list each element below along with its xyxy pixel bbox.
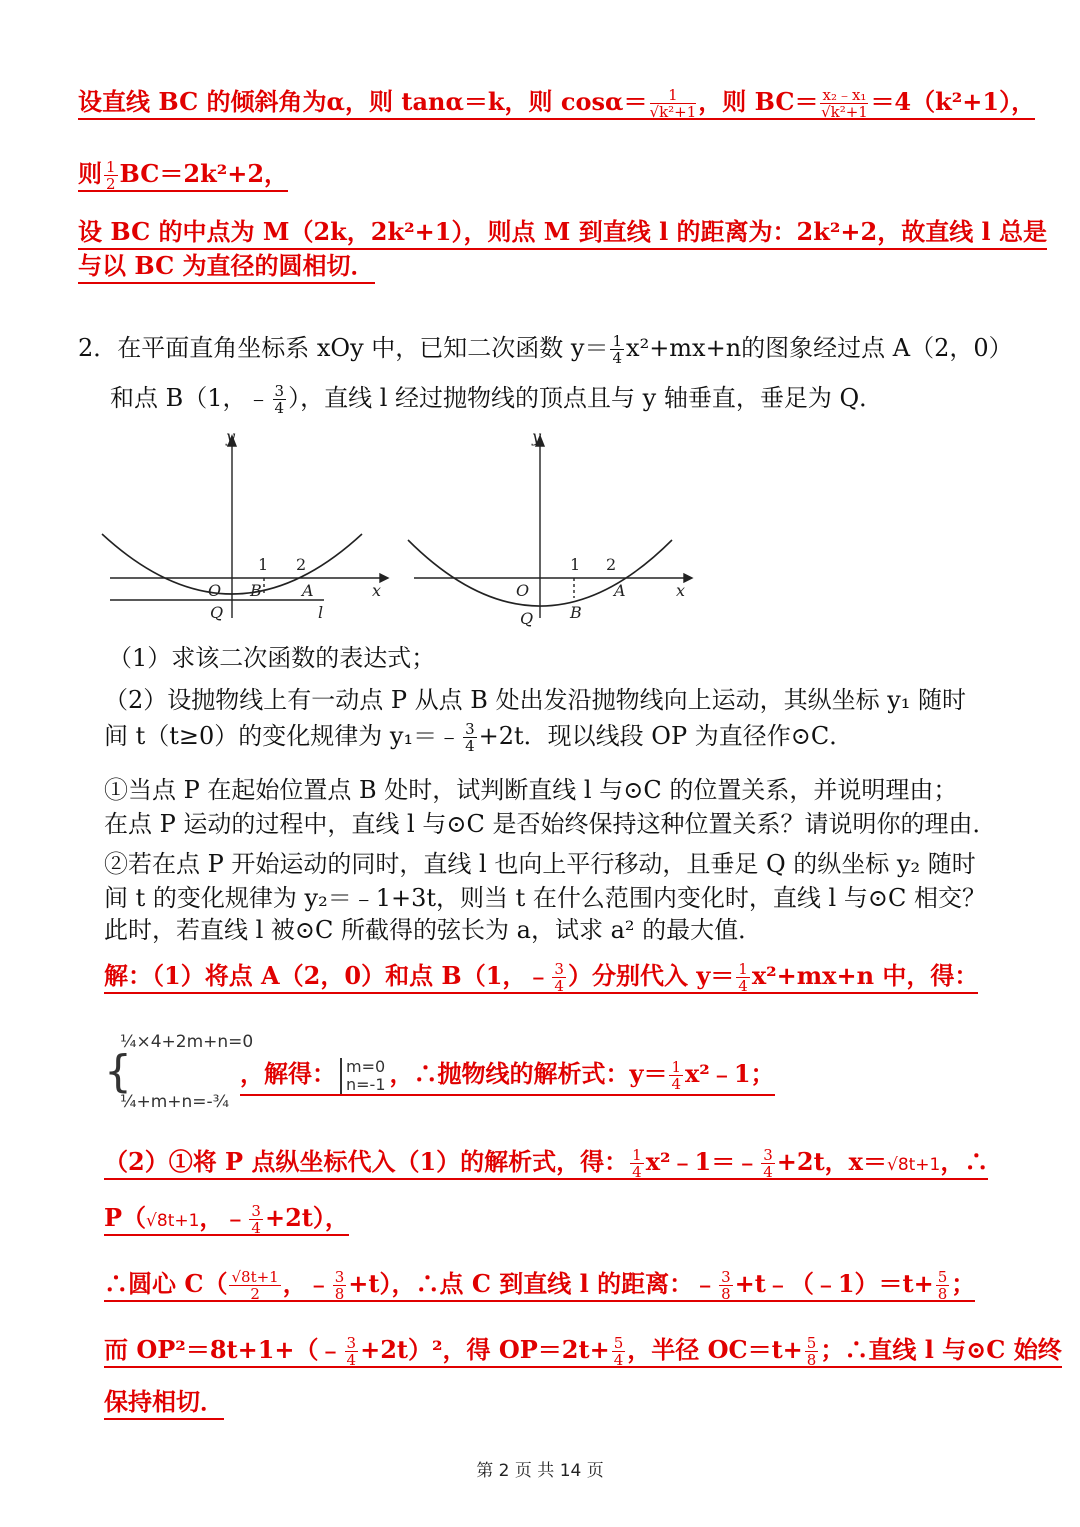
fraction (820, 87, 868, 120)
problem2-line2 (110, 382, 883, 416)
text: x²+mx+n的图象经过点 A（2，0） (626, 334, 1013, 362)
fraction (345, 1335, 359, 1368)
problem2-q1 (108, 642, 435, 674)
text: 设 BC 的中点为 M（2k，2k²+1），则点 M 到直线 l 的距离为：2k²+2，故直线 l 总是 (78, 217, 1047, 250)
text: ，﹣ (282, 1269, 331, 1298)
text: ，解得： (240, 1059, 336, 1088)
text: ）分别代入 y＝ (567, 961, 735, 990)
fraction (936, 1269, 950, 1302)
problem2-q2-line2 (104, 720, 853, 754)
fraction (610, 333, 624, 366)
numerator: 3 (251, 1202, 261, 1220)
fraction (104, 159, 118, 192)
fraction (669, 1059, 683, 1092)
x-axis-arrow-icon (684, 574, 692, 582)
tick-1: 1 (570, 555, 581, 574)
text: ），直线 l 经过抛物线的顶点且与 y 轴垂直，垂足为 Q． (288, 384, 884, 412)
fraction (552, 961, 566, 994)
text: （1）求该二次函数的表达式； (108, 644, 436, 672)
label-A: A (302, 581, 314, 600)
numerator: 1 (738, 960, 748, 978)
label-A: A (614, 581, 626, 600)
sqrt-expression: √8t+1 (146, 1211, 200, 1231)
brace-icon: { (104, 1046, 132, 1097)
text: ，∴抛物线的解析式：y＝ (389, 1059, 668, 1088)
numerator: 3 (763, 1146, 773, 1164)
problem2-q2b-line3 (104, 914, 762, 946)
system2-eq1: m=0 (346, 1056, 386, 1076)
text: 和点 B（1，﹣ (110, 384, 271, 412)
tick-2: 2 (296, 555, 307, 574)
text: ；∴直线 l 与⊙C 始终 (820, 1335, 1062, 1364)
text: （2）①将 P 点纵坐标代入（1）的解析式，得： (104, 1147, 629, 1176)
numerator: 3 (334, 1268, 345, 1286)
tick-1: 1 (258, 555, 269, 574)
fraction (761, 1147, 775, 1180)
text: x²﹣1＝﹣ (645, 1147, 760, 1176)
fraction (229, 1269, 280, 1302)
system2-eq2: n=-1 (346, 1074, 386, 1094)
label-x: x (676, 581, 686, 600)
numerator: 3 (274, 382, 285, 400)
problem2-q2a-line1 (104, 774, 957, 806)
problem2-q2-line1 (104, 684, 966, 716)
denominator: 8 (334, 1285, 345, 1303)
text: （2）设抛物线上有一动点 P 从点 B 处出发沿抛物线向上运动，其纵坐标 y₁ 随时 (104, 686, 967, 714)
numerator: 3 (346, 1334, 357, 1352)
numerator: 3 (721, 1268, 731, 1286)
numerator: 1 (106, 158, 116, 176)
sol2-system-line (104, 1020, 824, 1124)
fraction (630, 1147, 644, 1180)
denominator: 4 (554, 977, 564, 995)
problem2-q2b-line2 (104, 882, 986, 914)
denominator: 4 (671, 1075, 681, 1093)
sol1-line1 (78, 86, 1035, 120)
fraction (612, 1335, 626, 1368)
text: ，半径 OC＝t+ (627, 1335, 803, 1364)
problem2-line1 (78, 332, 1013, 366)
parabola-graph-right (400, 428, 700, 628)
denominator: 8 (721, 1285, 731, 1303)
text: 间 t（t≥0）的变化规律为 y₁＝﹣ (104, 722, 462, 750)
text: 间 t 的变化规律为 y₂＝﹣1+3t，则当 t 在什么范围内变化时，直线 l 与⊙C 相交？ (104, 884, 986, 912)
label-O: O (516, 581, 530, 600)
text: 与以 BC 为直径的圆相切． (78, 251, 375, 284)
numerator: 1 (650, 87, 697, 104)
fraction (249, 1203, 263, 1236)
denominator: 4 (465, 737, 475, 755)
text: 保持相切． (104, 1387, 224, 1420)
fraction (719, 1269, 733, 1302)
denominator: 2 (106, 175, 116, 193)
denominator: 4 (612, 349, 623, 367)
text: +2t）， (264, 1203, 349, 1232)
sol2-line2 (240, 1054, 775, 1096)
parabola-graph-left (96, 428, 396, 628)
label-x: x (372, 581, 382, 600)
numerator: 1 (671, 1058, 681, 1076)
system1-eq1: ¼×4+2m+n=0 (120, 1032, 254, 1052)
fraction (736, 961, 750, 994)
numerator: 1 (632, 1146, 642, 1164)
denominator: 8 (937, 1285, 948, 1303)
denominator: 4 (346, 1351, 357, 1369)
text: ∴圆心 C（ (104, 1269, 228, 1298)
denominator: 2 (250, 1285, 260, 1303)
sol1-line3 (78, 216, 1047, 248)
label-Q: Q (210, 603, 224, 622)
fraction (650, 87, 697, 120)
text: 解：（1）将点 A（2，0）和点 B（1，﹣ (104, 961, 551, 990)
fraction (463, 721, 477, 754)
text: x²﹣1； (685, 1059, 775, 1088)
sol2-line6 (104, 1334, 1062, 1368)
denominator: 4 (763, 1163, 773, 1181)
denominator: 8 (806, 1351, 817, 1369)
denominator: 4 (251, 1219, 261, 1237)
text: 在点 P 运动的过程中，直线 l 与⊙C 是否始终保持这种位置关系？请说明你的理由． (104, 810, 997, 838)
text: ＝4（k²+1）， (870, 87, 1036, 116)
denominator: 4 (613, 1351, 624, 1369)
sol2-line7 (104, 1386, 224, 1418)
sol2-line3 (104, 1146, 988, 1181)
text: +2t．现以线段 OP 为直径作⊙C． (478, 722, 854, 750)
text: x²+mx+n 中，得： (751, 961, 979, 990)
numerator: 3 (554, 960, 564, 978)
text: P（ (104, 1203, 147, 1232)
system1-eq2: ¼+m+n=-¾ (120, 1092, 230, 1112)
sol2-line5 (104, 1268, 975, 1302)
text: ，﹣ (199, 1203, 248, 1232)
label-Q: Q (520, 609, 534, 628)
text: 则 (78, 159, 102, 188)
numerator: 5 (613, 1334, 624, 1352)
label-y: y (226, 428, 236, 446)
denominator: 4 (738, 977, 748, 995)
numerator: 5 (806, 1334, 817, 1352)
numerator: 3 (465, 720, 475, 738)
problem2-q2b-line1 (104, 848, 976, 880)
label-B: B (570, 603, 582, 622)
text: ； (951, 1269, 976, 1298)
denominator: 4 (274, 399, 285, 417)
text: +t），∴点 C 到直线 l 的距离：﹣ (348, 1269, 718, 1298)
label-y: y (532, 428, 542, 446)
text: 2．在平面直角坐标系 xOy 中，已知二次函数 y＝ (78, 334, 609, 362)
numerator: x₂﹣x₁ (822, 86, 867, 104)
text: ，则 BC＝ (698, 87, 819, 116)
sol1-line2 (78, 158, 288, 192)
x-axis-arrow-icon (380, 574, 388, 582)
tick-2: 2 (606, 555, 617, 574)
numerator: 1 (612, 332, 623, 350)
numerator: 5 (937, 1268, 948, 1286)
text: 此时，若直线 l 被⊙C 所截得的弦长为 a，试求 a² 的最大值． (104, 916, 763, 944)
system2 (340, 1058, 386, 1094)
text: ①当点 P 在起始位置点 B 处时，试判断直线 l 与⊙C 的位置关系，并说明理由； (104, 776, 958, 804)
numerator: √8t+1 (231, 1268, 279, 1286)
text: BC＝2k²+2， (119, 159, 289, 188)
denominator: √k²+1 (821, 103, 868, 121)
sol2-line1 (104, 960, 978, 994)
problem2-q2a-line2 (104, 808, 996, 840)
text: +2t，x＝ (776, 1147, 887, 1176)
text: +2t）²，得 OP＝2t+ (360, 1335, 610, 1364)
fraction (805, 1335, 819, 1368)
page-footer: 第 2 页 共 14 页 (476, 1461, 604, 1481)
text: 设直线 BC 的倾斜角为α，则 tanα＝k，则 cosα＝ (78, 87, 648, 116)
text: 而 OP²＝8t+1+（﹣ (104, 1335, 343, 1364)
text: ②若在点 P 开始运动的同时，直线 l 也向上平行移动，且垂足 Q 的纵坐标 y₂ 随时 (104, 850, 976, 878)
sqrt-expression: √8t+1 (886, 1155, 941, 1175)
text: ，∴ (940, 1147, 989, 1176)
label-l: l (318, 603, 324, 622)
fraction (333, 1269, 347, 1302)
label-B: B (250, 581, 262, 600)
sol1-line4 (78, 250, 375, 282)
label-O: O (208, 581, 222, 600)
denominator: 4 (632, 1163, 642, 1181)
fraction (273, 383, 287, 416)
text: +t﹣（﹣1）＝t+ (734, 1269, 934, 1298)
denominator: √k²+1 (649, 103, 697, 121)
sol2-line4 (104, 1202, 349, 1237)
